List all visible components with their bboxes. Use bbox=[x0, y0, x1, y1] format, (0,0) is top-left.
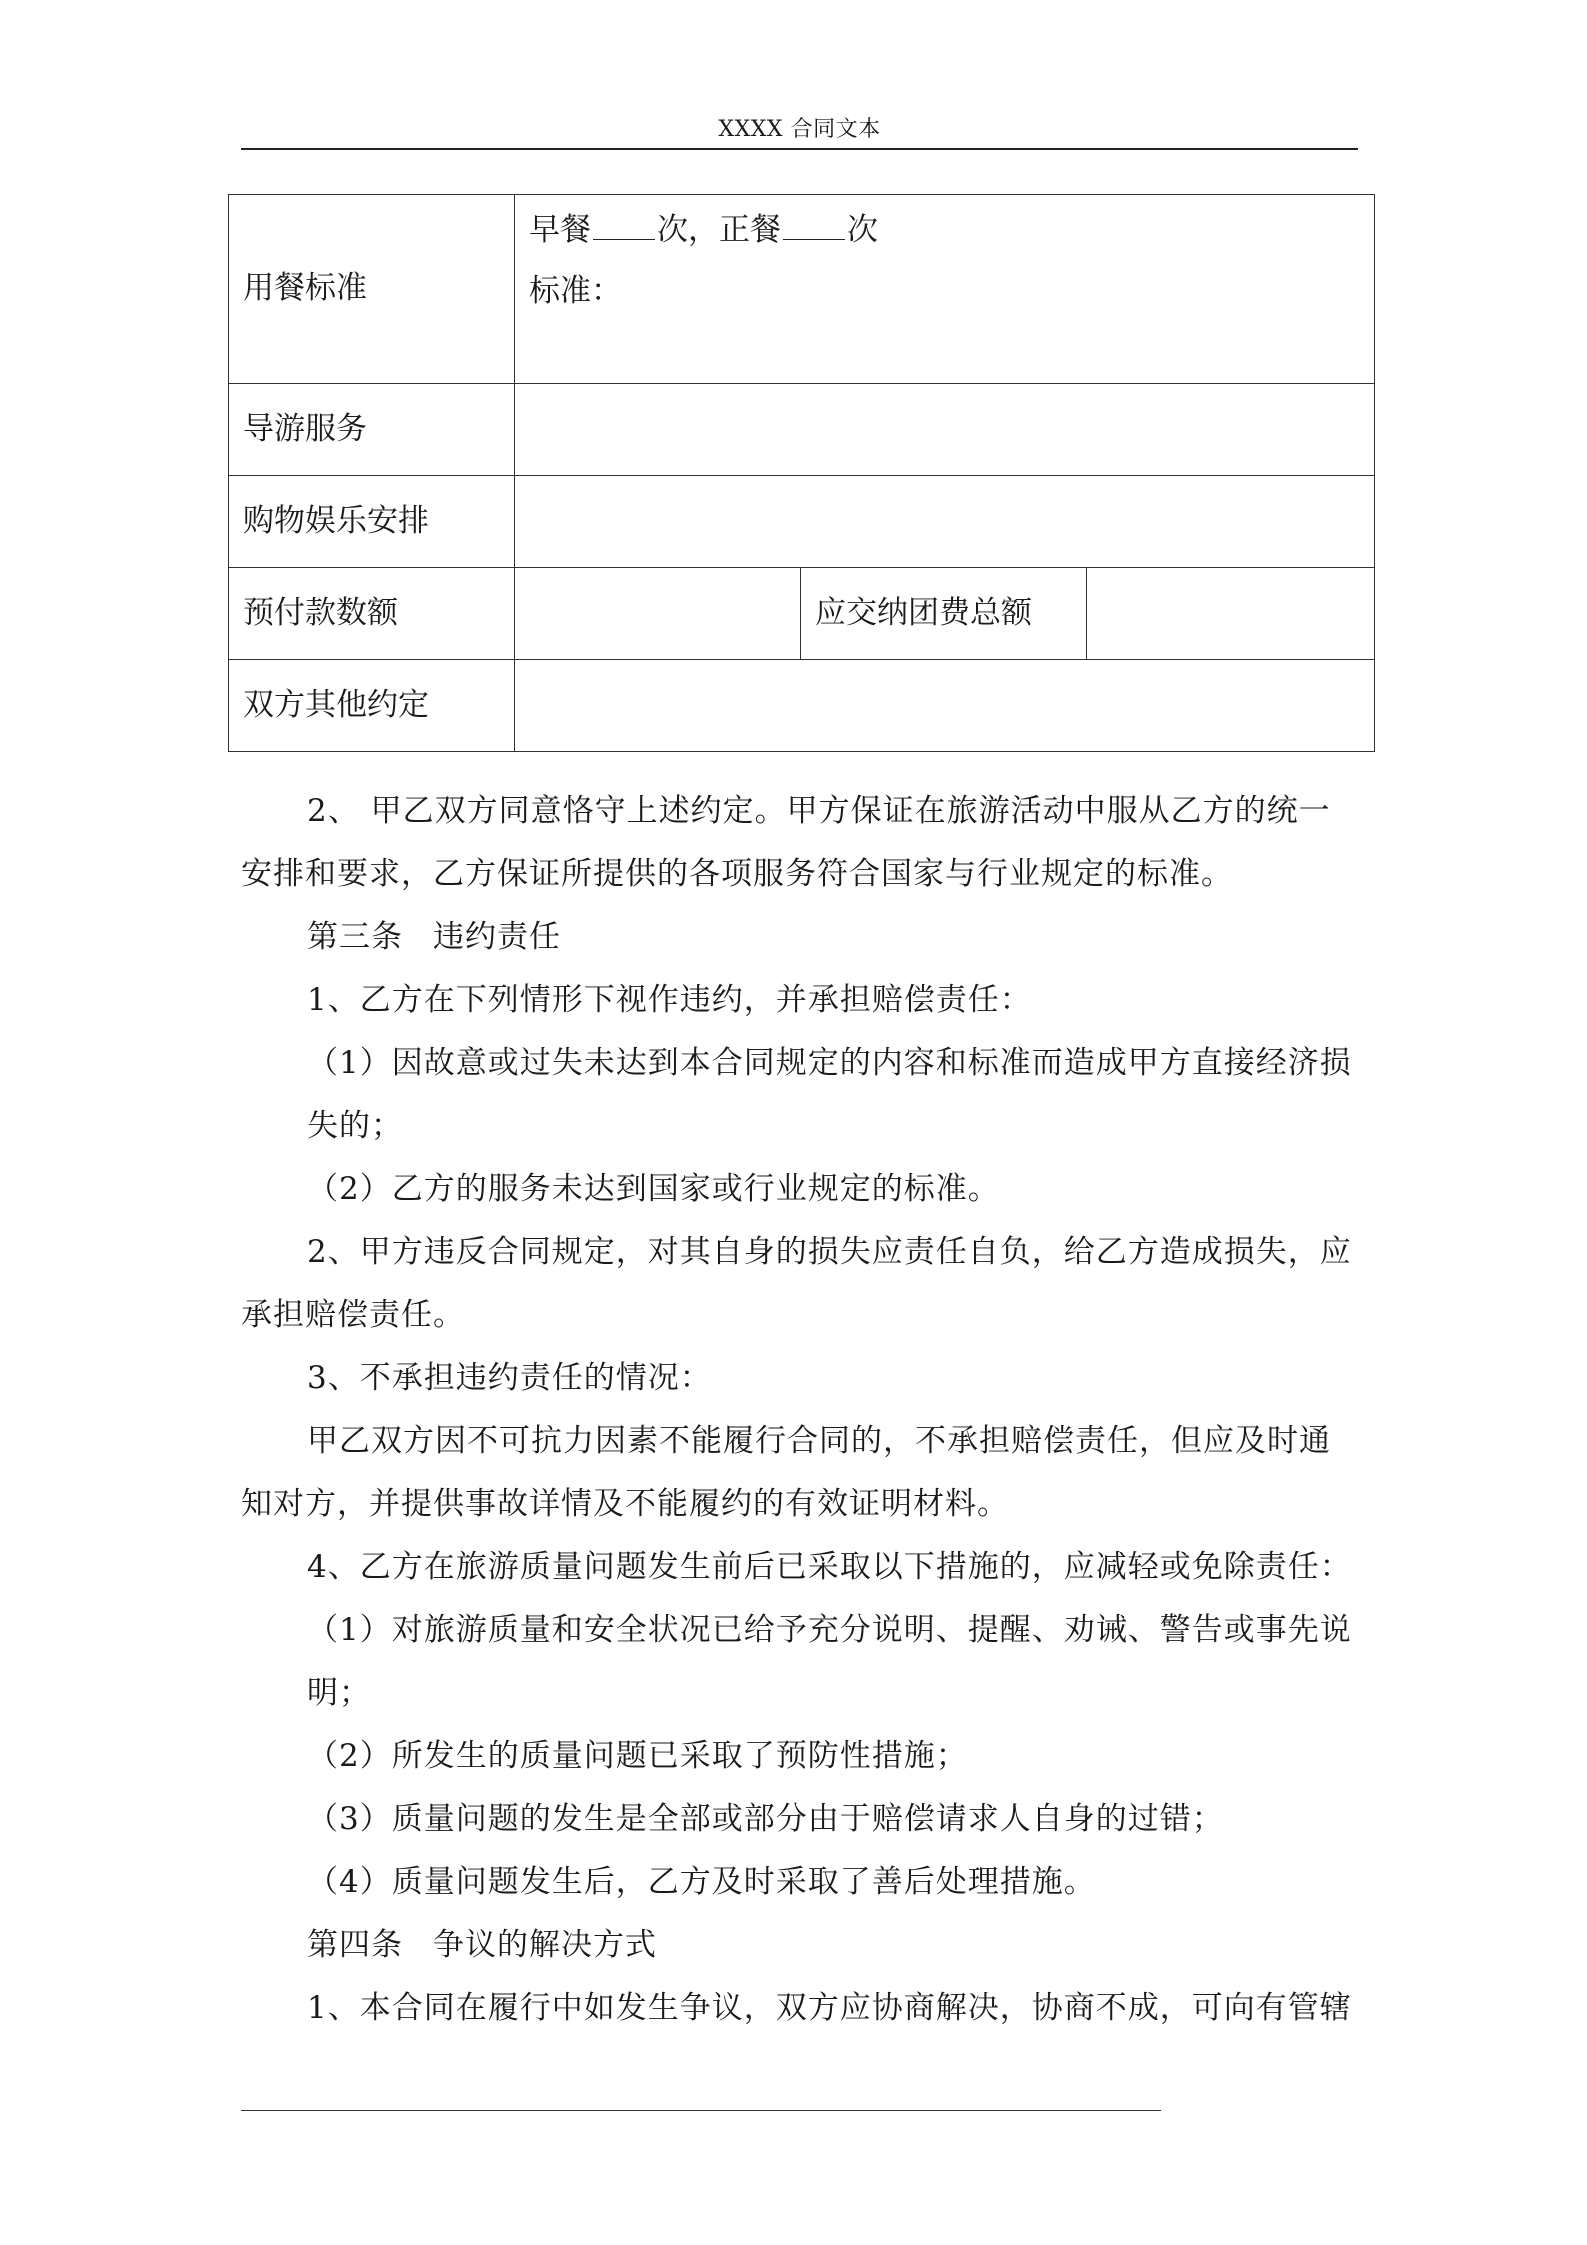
paragraph: （1）对旅游质量和安全状况已给予充分说明、提醒、劝诫、警告或事先说明； bbox=[307, 1612, 1352, 1711]
lunch-label: 次，正餐 bbox=[657, 212, 781, 248]
shopping-value[interactable] bbox=[515, 476, 1375, 568]
article-title: 争议的解决方式 bbox=[433, 1927, 657, 1963]
header-rule bbox=[241, 148, 1358, 150]
article-number: 第三条 bbox=[307, 919, 403, 955]
table-row bbox=[229, 660, 1375, 752]
meal-times-line bbox=[529, 209, 1360, 271]
contract-body bbox=[241, 780, 1358, 2040]
guide-service-label: 导游服务 bbox=[229, 384, 515, 476]
contract-table bbox=[228, 194, 1375, 752]
paragraph: 2、 甲乙双方同意恪守上述约定。甲方保证在旅游活动中服从乙方的统一安排和要求，乙方保证所提供的各项服务符合国家与行业规定的标准。 bbox=[241, 793, 1331, 892]
paragraph: （1）因故意或过失未达到本合同规定的内容和标准而造成甲方直接经济损失的； bbox=[307, 1045, 1352, 1144]
paragraph: （2）乙方的服务未达到国家或行业规定的标准。 bbox=[307, 1171, 1000, 1207]
other-agreement-value[interactable] bbox=[515, 660, 1375, 752]
shopping-label: 购物娱乐安排 bbox=[229, 476, 515, 568]
table-row bbox=[229, 384, 1375, 476]
paragraph: 4、乙方在旅游质量问题发生前后已采取以下措施的，应减轻或免除责任： bbox=[307, 1549, 1352, 1585]
paragraph: （2）所发生的质量问题已采取了预防性措施； bbox=[307, 1738, 968, 1774]
paragraph: 1、本合同在履行中如发生争议，双方应协商解决，协商不成，可向有管辖 bbox=[307, 1990, 1352, 2026]
article-4-heading bbox=[241, 1914, 1358, 1977]
dinner-count-blank[interactable] bbox=[783, 209, 845, 240]
footer-rule bbox=[241, 2110, 1161, 2111]
article-3-heading bbox=[241, 906, 1358, 969]
total-fee-label: 应交纳团费总额 bbox=[801, 568, 1087, 660]
page-header: XXXX 合同文本 bbox=[718, 117, 881, 142]
other-agreement-label: 双方其他约定 bbox=[229, 660, 515, 752]
article-title: 违约责任 bbox=[433, 919, 561, 955]
meal-standard-label: 用餐标准 bbox=[229, 195, 515, 384]
table-row bbox=[229, 195, 1375, 384]
paragraph: （3）质量问题的发生是全部或部分由于赔偿请求人自身的过错； bbox=[307, 1801, 1224, 1837]
total-fee-value[interactable] bbox=[1087, 568, 1375, 660]
meal-standard-line: 标准： bbox=[529, 273, 622, 309]
paragraph: 3、不承担违约责任的情况： bbox=[307, 1360, 712, 1396]
paragraph: 1、乙方在下列情形下视作违约，并承担赔偿责任： bbox=[307, 982, 1032, 1018]
prepay-label: 预付款数额 bbox=[229, 568, 515, 660]
article-number: 第四条 bbox=[307, 1927, 403, 1963]
prepay-value[interactable] bbox=[515, 568, 801, 660]
breakfast-label: 早餐 bbox=[529, 212, 591, 248]
times-label: 次 bbox=[847, 212, 878, 248]
breakfast-count-blank[interactable] bbox=[593, 209, 655, 240]
paragraph: （4）质量问题发生后，乙方及时采取了善后处理措施。 bbox=[307, 1864, 1096, 1900]
meal-standard-cell bbox=[515, 195, 1375, 384]
table-row bbox=[229, 568, 1375, 660]
guide-service-value[interactable] bbox=[515, 384, 1375, 476]
table-row bbox=[229, 476, 1375, 568]
paragraph: 甲乙双方因不可抗力因素不能履行合同的，不承担赔偿责任，但应及时通知对方，并提供事故详情及不能履约的有效证明材料。 bbox=[241, 1423, 1331, 1522]
paragraph: 2、甲方违反合同规定，对其自身的损失应责任自负，给乙方造成损失，应承担赔偿责任。 bbox=[241, 1234, 1352, 1333]
